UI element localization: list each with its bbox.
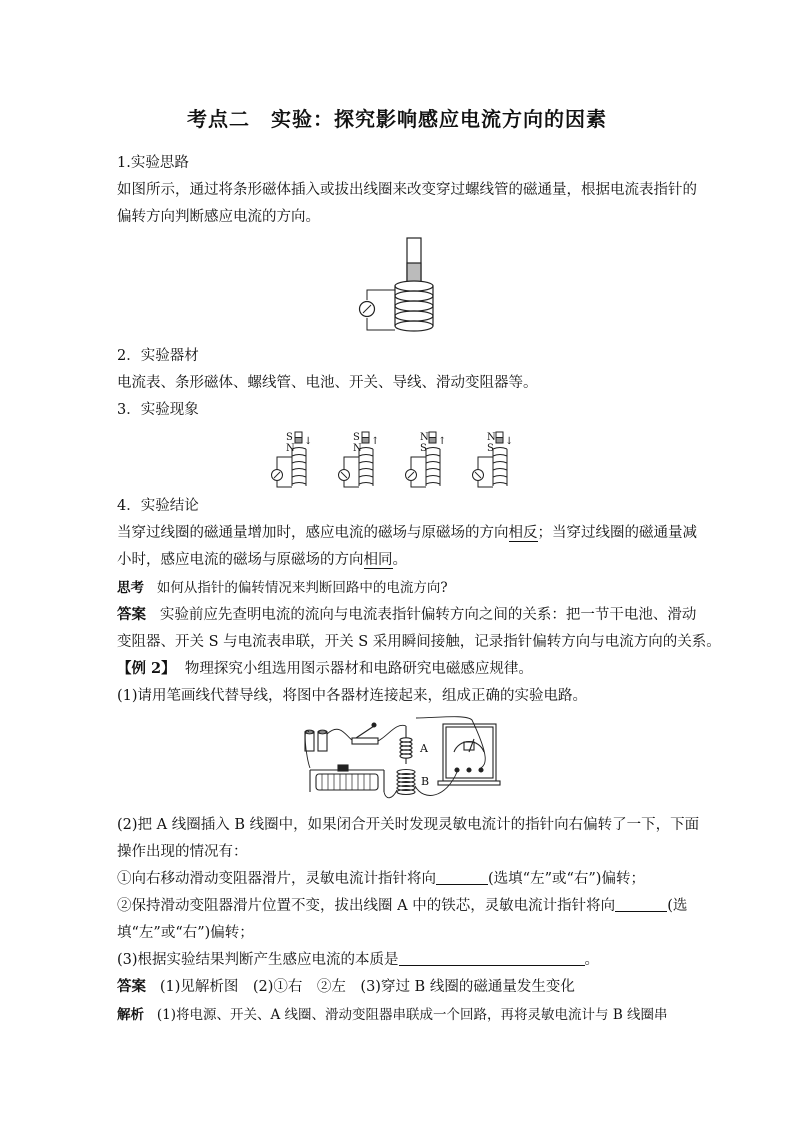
example-question-2-item-2: ②保持滑动变阻器滑片位置不变，拔出线圈 A 中的铁芯，灵敏电流计指针将向 (选: [117, 898, 688, 914]
pole-label-top: S: [286, 432, 293, 443]
example-question-3: (3)根据实验结果判断产生感应电流的本质是 。: [117, 952, 600, 968]
phenomena-figure-row: [266, 427, 528, 493]
pole-label-bottom: S: [487, 443, 494, 454]
answer-same: 相同: [363, 552, 393, 568]
answer-blank-3[interactable]: [399, 951, 585, 966]
pole-label-bottom: S: [420, 443, 427, 454]
section-3-heading: 3．实验现象: [117, 402, 199, 418]
answer-blank-2[interactable]: [615, 897, 667, 912]
coil-a-label: A: [420, 742, 428, 755]
answer-2: 答案 (1)见解析图 (2)①右 ②左 (3)穿过 B 线圈的磁通量发生变化: [117, 978, 575, 995]
think-question: 思考 如何从指针的偏转情况来判断回路中的电流方向?: [117, 580, 448, 596]
page-title: 考点二 实验：探究影响感应电流方向的因素: [187, 107, 607, 131]
phenomenon-figure-4: [473, 432, 514, 487]
motion-arrow: ↓: [304, 436, 313, 447]
phenomenon-figure-2: [339, 432, 380, 487]
motion-arrow: ↑: [371, 436, 380, 447]
example-question-2-item-2-cont: 填“左”或“右”)偏转；: [117, 925, 254, 941]
section-2-text: 电流表、条形磁体、螺线管、电池、开关、导线、滑动变阻器等。: [117, 375, 538, 391]
answer-opposite: 相反: [508, 525, 538, 541]
example-question-2-line-2: 操作出现的情况有：: [117, 844, 248, 860]
section-2-heading: 2．实验器材: [117, 348, 199, 364]
example-question-1: (1)请用笔画线代替导线，将图中各器材连接起来，组成正确的实验电路。: [117, 688, 588, 704]
phenomenon-figure-1: [272, 432, 313, 487]
example-question-2-item-1: ①向右移动滑动变阻器滑片，灵敏电流计指针将向 (选填“左”或“右”)偏转；: [117, 871, 645, 887]
example-2-intro: 【例 2】 物理探究小组选用图示器材和电路研究电磁感应规律。: [117, 660, 533, 677]
pole-label-top: S: [353, 432, 360, 443]
answer-1-line-2: 变阻器、开关 S 与电流表串联，开关 S 采用瞬间接触，记录指针偏转方向与电流方向的关系。: [117, 634, 721, 650]
section-1-text-1: 如图所示，通过将条形磁体插入或拔出线圈来改变穿过螺线管的磁通量，根据电流表指针的: [117, 182, 697, 198]
pole-label-bottom: N: [286, 443, 295, 454]
section-4-heading: 4．实验结论: [117, 498, 199, 514]
pole-label-top: N: [487, 432, 496, 443]
analysis: 解析 (1)将电源、开关、A 线圈、滑动变阻器串联成一个回路，再将灵敏电流计与 B 线圈串: [117, 1007, 668, 1023]
example-question-2-line-1: (2)把 A 线圈插入 B 线圈中，如果闭合开关时发现灵敏电流计的指针向右偏转了一下，下面: [117, 817, 700, 833]
apparatus-figure: [296, 712, 502, 804]
pole-label-top: N: [420, 432, 429, 443]
pole-label-bottom: N: [353, 443, 362, 454]
section-4-text-2: 小时，感应电流的磁场与原磁场的方向相同。: [117, 552, 407, 568]
motion-arrow: ↑: [438, 436, 447, 447]
section-1-text-2: 偏转方向判断感应电流的方向。: [117, 209, 320, 225]
answer-blank-1[interactable]: [436, 870, 488, 885]
motion-arrow: ↓: [505, 436, 514, 447]
section-4-text-1: 当穿过线圈的磁通量增加时，感应电流的磁场与原磁场的方向相反；当穿过线圈的磁通量减: [117, 525, 697, 541]
magnet-coil-figure: [350, 236, 450, 338]
answer-1-line-1: 答案 实验前应先查明电流的流向与电流表指针偏转方向之间的关系：把一节干电池、滑动: [117, 606, 697, 623]
phenomenon-figure-3: [406, 432, 447, 487]
section-1-heading: 1.实验思路: [117, 155, 189, 171]
coil-b-label: B: [421, 775, 430, 788]
